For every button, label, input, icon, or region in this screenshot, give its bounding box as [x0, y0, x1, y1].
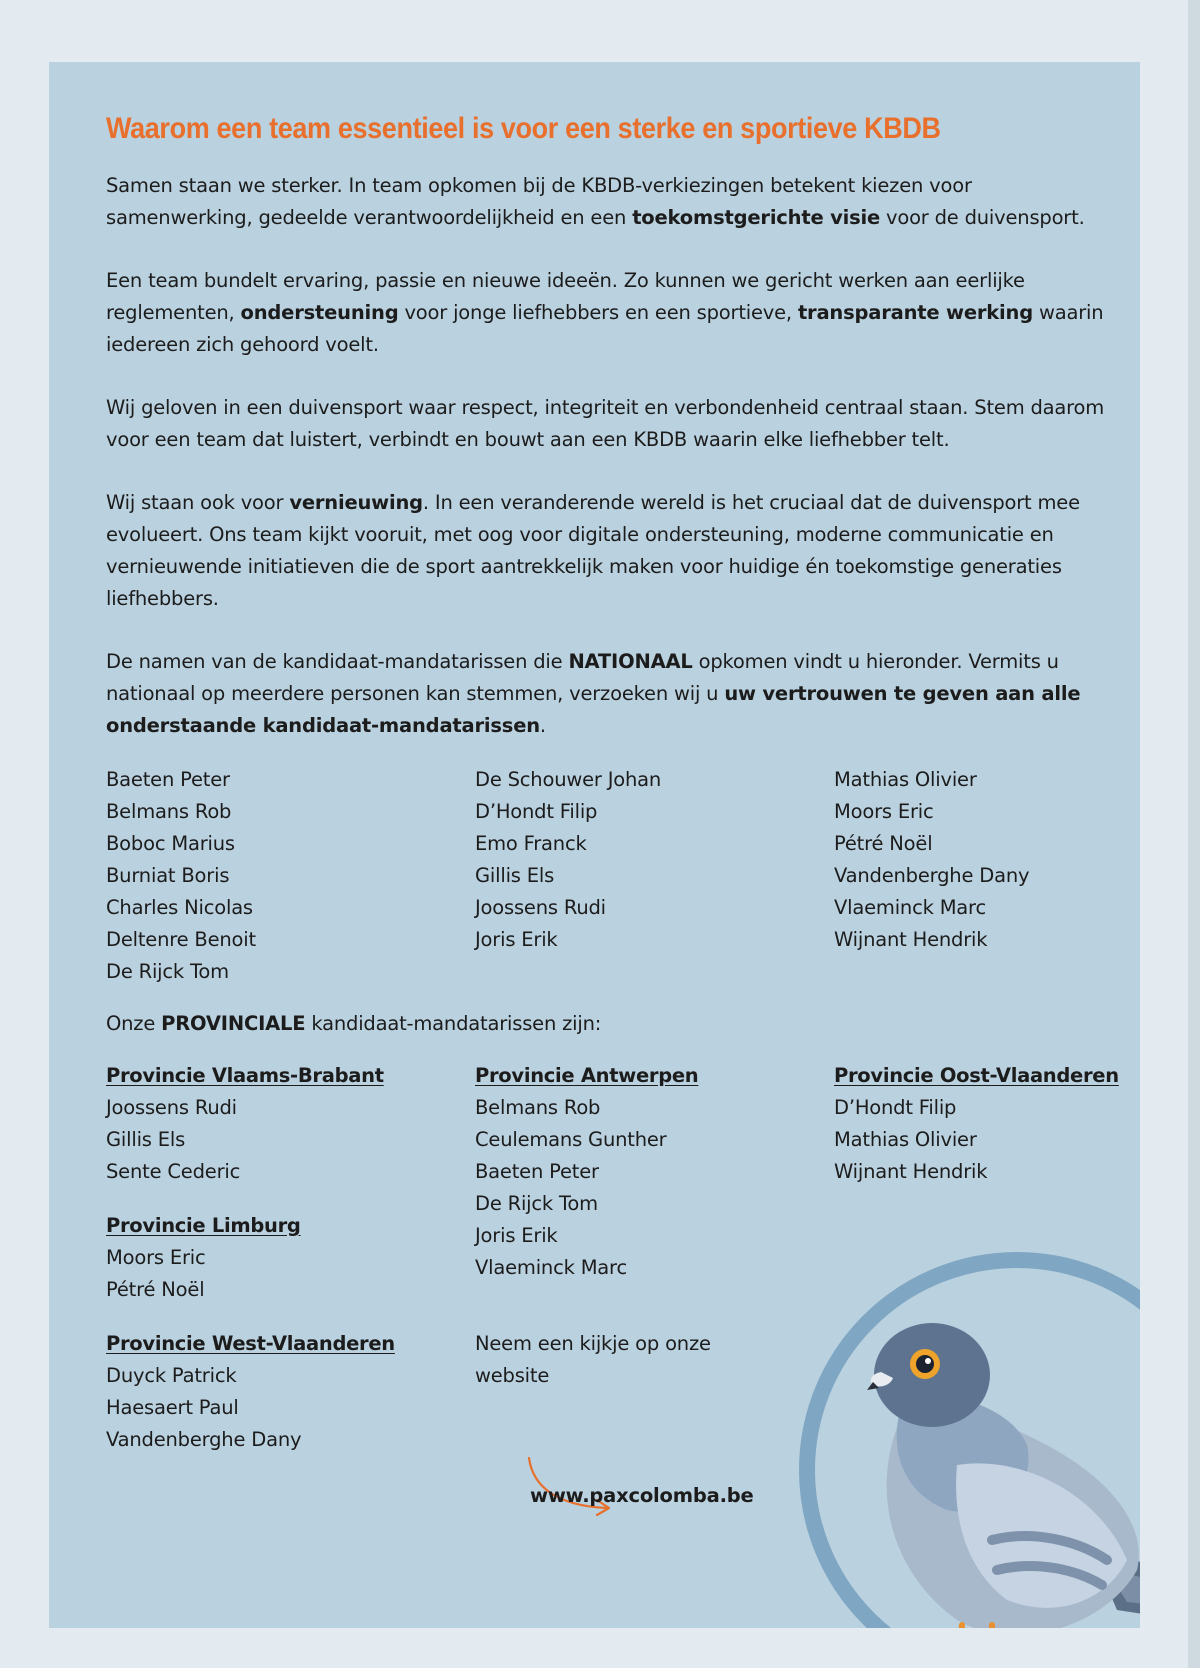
national-column-3 — [834, 764, 1029, 956]
text-bold: transparante werking — [797, 301, 1033, 324]
list-item: Belmans Rob — [475, 1096, 601, 1119]
national-column-2 — [475, 764, 661, 956]
pigeon-illustration — [787, 1240, 1140, 1628]
paragraph-national — [106, 646, 1106, 742]
list-item: Baeten Peter — [106, 768, 230, 791]
list-item: Pétré Noël — [106, 1278, 205, 1301]
list-item: Gillis Els — [106, 1128, 186, 1151]
list-item: Moors Eric — [106, 1246, 206, 1269]
paragraph-intro — [106, 170, 1106, 234]
list-item: De Rijck Tom — [475, 1192, 598, 1215]
list-item: Pétré Noël — [834, 832, 933, 855]
text: De namen van de kandidaat-mandatarissen die — [106, 650, 569, 673]
province-heading-vlaams-brabant: Provincie Vlaams-Brabant — [106, 1064, 384, 1087]
text: kandidaat-mandatarissen zijn: — [305, 1012, 602, 1035]
list-item: Emo Franck — [475, 832, 587, 855]
text-bold: toekomstgerichte visie — [632, 206, 880, 229]
text-bold: uw vertrouwen te geven aan alle onderstaande kandidaat-mandatarissen — [106, 682, 1081, 737]
list-item: Ceulemans Gunther — [475, 1128, 667, 1151]
list-item: Vlaeminck Marc — [834, 896, 986, 919]
province-heading-antwerpen: Provincie Antwerpen — [475, 1064, 699, 1087]
list-item: Mathias Olivier — [834, 1128, 977, 1151]
list-item: Gillis Els — [475, 864, 555, 887]
text: voor de duivensport. — [880, 206, 1085, 229]
list-item: Baeten Peter — [475, 1160, 599, 1183]
paragraph-renewal — [106, 487, 1106, 615]
text: . In een veranderende wereld is het cruciaal dat de duivensport mee evolueert. Ons team kijkt vooruit, met oog voor digitale ondersteuning, moderne communicatie en vernieuwende initiatieven die de sport aantrekkelijk maken voor huidige én toekomstige generaties liefhebbers. — [106, 491, 1080, 610]
list-item: D’Hondt Filip — [834, 1096, 957, 1119]
list-item: Joris Erik — [475, 928, 558, 951]
provincial-column-2 — [475, 1060, 735, 1392]
national-column-1 — [106, 764, 256, 988]
page-title: Waarom een team essentieel is voor een sterke en sportieve KBDB — [106, 112, 941, 145]
list-item: Wijnant Hendrik — [834, 1160, 988, 1183]
list-item: Vandenberghe Dany — [834, 864, 1030, 887]
provincial-intro — [106, 1008, 1106, 1040]
text: waarin iedereen zich gehoord voelt. — [106, 301, 1104, 356]
paragraph-team — [106, 265, 1106, 361]
paragraph-values: Wij geloven in een duivensport waar respect, integriteit en verbondenheid centraal staan. Stem daarom voor een team dat luistert, verbindt en bouwt aan een KBDB waarin elke liefhebber telt. — [106, 396, 1105, 451]
list-item: Joris Erik — [475, 1224, 558, 1247]
text-bold: vernieuwing — [289, 491, 423, 514]
list-item: Joossens Rudi — [475, 896, 606, 919]
national-candidates — [106, 764, 1106, 986]
list-item: Burniat Boris — [106, 864, 230, 887]
provincial-column-1 — [106, 1060, 395, 1456]
text-bold: ondersteuning — [240, 301, 399, 324]
list-item: De Schouwer Johan — [475, 768, 662, 791]
list-item: Joossens Rudi — [106, 1096, 237, 1119]
province-heading-limburg: Provincie Limburg — [106, 1214, 301, 1237]
text-bold: NATIONAAL — [568, 650, 693, 673]
list-item: Mathias Olivier — [834, 768, 977, 791]
text: Onze — [106, 1012, 162, 1035]
website-note: Neem een kijkje op onze website — [475, 1332, 711, 1387]
text: opkomen vindt u hieronder. Vermits u nationaal op meerdere personen kan stemmen, verzoeken wij u — [106, 650, 1059, 705]
list-item: Wijnant Hendrik — [834, 928, 988, 951]
list-item: Sente Cederic — [106, 1160, 241, 1183]
list-item: Deltenre Benoit — [106, 928, 256, 951]
text: voor jonge liefhebbers en een sportieve, — [398, 301, 798, 324]
list-item: Moors Eric — [834, 800, 934, 823]
provincial-column-3 — [834, 1060, 1119, 1188]
province-heading-oost-vlaanderen: Provincie Oost-Vlaanderen — [834, 1064, 1119, 1087]
list-item: De Rijck Tom — [106, 960, 229, 983]
province-heading-west-vlaanderen: Provincie West-Vlaanderen — [106, 1332, 395, 1355]
text: Wij staan ook voor — [106, 491, 290, 514]
text: . — [539, 714, 546, 737]
website-link[interactable]: www.paxcolomba.be — [530, 1484, 754, 1507]
list-item: Belmans Rob — [106, 800, 232, 823]
text: Een team bundelt ervaring, passie en nieuwe ideeën. Zo kunnen we gericht werken aan eerlijke reglementen, — [106, 269, 1025, 324]
flyer-panel — [49, 62, 1140, 1628]
list-item: Boboc Marius — [106, 832, 235, 855]
list-item: Vlaeminck Marc — [475, 1256, 627, 1279]
list-item: D’Hondt Filip — [475, 800, 598, 823]
text-bold: PROVINCIALE — [161, 1012, 306, 1035]
text: Samen staan we sterker. In team opkomen bij de KBDB-verkiezingen betekent kiezen voor samenwerking, gedeelde verantwoordelijkheid en een — [106, 174, 972, 229]
list-item: Charles Nicolas — [106, 896, 253, 919]
list-item: Duyck Patrick — [106, 1364, 237, 1387]
list-item: Haesaert Paul — [106, 1396, 239, 1419]
page-edge — [1188, 0, 1200, 1668]
list-item: Vandenberghe Dany — [106, 1428, 302, 1451]
